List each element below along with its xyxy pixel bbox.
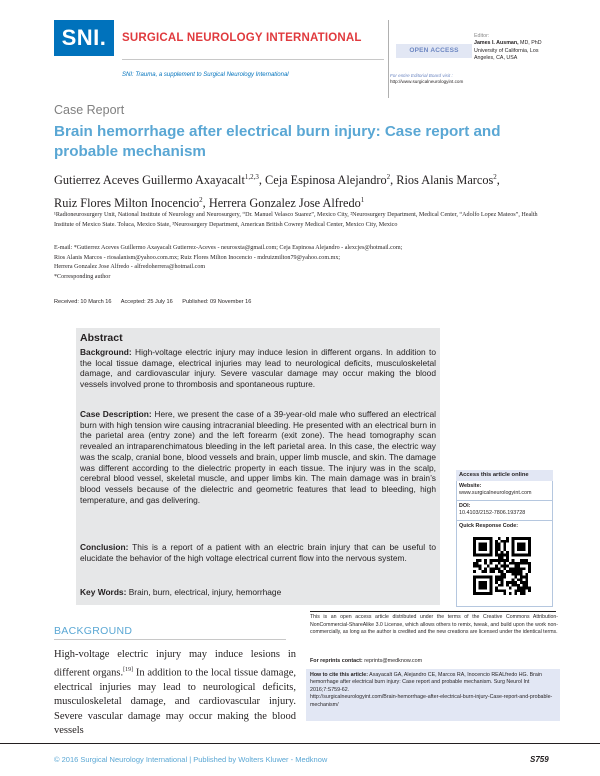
affiliations: ¹Radioneurosurgery Unit, National Institute of Neurology and Neurosurgery, “Dr. Manuel Velasco Suarez”, Mexico City, ²Neurosurgery Department, Medical Center, “Adolfo Lopez Mateos”, Health Institute of Mexico State. Toluca, Mexico State, ³Neurosurgery Department, American British Cowrey Medical Center, Mexico City, Mexico [54,212,538,228]
reprints-contact [310,658,422,664]
header-divider [122,59,384,60]
qr-code[interactable] [473,537,531,595]
abstract-case-label: Case Description: [80,409,152,419]
abstract-case-text: Here, we present the case of a 39-year-old male who suffered an electrical burn with high tension wire causing intracranial bleeding. He presented with an electrical burn in the parietal area (entry zone) and the left forearm (exit zone). The head tomography scan revealed an intraparenchimatous bleeding in the left parietal area. In this case, the electric way was the scalp, cranial bone, blood vessels and brain, upper limb muscle, and skin. The damage was different according to the dielectric property in each tissue. The injury was in the scalp, cerebral blood vessel, skeletal muscle, and upper limbs kin. The main damage was in brain’s blood vessels because of the dielectric and geometric features that lead to bleeding, high temperature, and gas delivering. [80,409,436,505]
reprints-label: For reprints contact: [310,658,363,664]
license-divider [310,611,556,612]
received-date: Received: 10 March 16 [54,299,112,305]
header-vertical-divider [388,20,389,98]
background-text-rest: In addition to the local tissue damage, electrical injuries may lead to neurological deficits, musculoskeletal damage, and cardiovascular injury. Severe vascular damage may occur making the blood vessels [54,667,297,737]
email-line: Rios Alanis Marcos - riosalanism@yahoo.com.mx; Ruiz Flores Milton Inocencio - mdruizmilton79@yahoo.com.mx; [54,254,341,261]
author-affiliation-marker: 2 [493,173,497,181]
email-line: E-mail: *Gutierrez Aceves Guillermo Axayacalt Gutierrez-Aceves - neurosxta@gmail.com; Ceja Espinosa Alejandro - alexcjes@hotmail.com; [54,245,403,251]
corresponding-author-note: *Corresponding author [54,274,111,281]
section-divider [54,639,286,640]
open-access-badge: OPEN ACCESS [396,44,472,58]
doi-row [459,503,551,517]
doi-link[interactable]: 10.4103/2152-7806.193728 [459,510,526,516]
author-name: Herrera Gonzalez Jose Alfredo [208,195,361,210]
editorial-board-url[interactable]: http://www.surgicalneurologyint.com [390,79,464,84]
access-divider [456,520,553,521]
citation-reference[interactable]: [19] [123,666,134,673]
how-to-cite [310,672,558,709]
journal-name: SURGICAL NEUROLOGY INTERNATIONAL [122,32,362,44]
doi-label: DOI: [459,503,471,509]
abstract-background [80,347,436,390]
footer-divider [0,743,600,744]
author-name: Ceja Espinosa Alejandro [265,173,387,188]
website-link[interactable]: www.surgicalneurologyint.com [459,490,532,496]
journal-logo [54,20,114,56]
article-title: Brain hemorrhage after electrical burn injury: Case report and probable mechanism [54,123,501,160]
logo-text: SNI. [61,25,107,50]
cite-text: Axayacalt GA, Alejandro CE, Marcos RA, Inocencio REALfredo HG. Brain hemorrhage after electrical burn injury: Case report and probable mechanism. Surg Neurol Int 2016;7:S759-62. [310,672,542,693]
cite-url[interactable]: http://surgicalneurologyint.com/Brain-hemorrhage-after-electrical-burn-injury-Case-report-and-probable-mechanism/ [310,694,553,708]
article-dates [54,299,259,305]
footer-copyright: © 2016 Surgical Neurology International | Published by Wolters Kluwer - Medknow [54,755,328,764]
author-name: Ruiz Flores Milton Inocencio [54,195,200,210]
accepted-date: Accepted: 25 July 16 [120,299,173,305]
editor-info [474,33,542,63]
email-line: Herrera Gonzalez Jose Alfredo - alfredoherrera@hotmail.com [54,264,206,271]
abstract-conclusion [80,542,436,563]
page-number: S759 [530,755,549,764]
abstract-conclusion-text: This is a report of a patient with an electric brain injury that can be useful to elucidate the behavior of the high voltage electrical current flow into the nervous system. [80,542,436,563]
journal-subtitle: SNI: Trauma, a supplement to Surgical Neurology International [122,72,289,78]
website-label: Website: [459,483,482,489]
license-text: This is an open access article distributed under the terms of the Creative Commons Attribution-NonCommercial-ShareAlike 3.0 License, which allows others to remix, tweak, and build upon the work non-commercially, as long as the author is credited and the new creations are licensed under the identical terms. [310,614,558,635]
keywords-label: Key Words: [80,587,127,597]
author-affiliation-marker: 2 [386,173,391,181]
qr-label: Quick Response Code: [459,523,519,529]
abstract-case-description [80,409,436,505]
editor-degrees: MD, PhD [518,40,542,47]
background-paragraph [54,648,296,739]
author-name: Rios Alanis Marcos [396,173,494,188]
published-date: Published: 09 November 16 [182,299,252,305]
reprints-email[interactable]: reprints@medknow.com [362,658,423,664]
access-divider [456,500,553,501]
editor-affiliation-2: Angeles, CA, USA [474,55,518,62]
editor-name: James I. Ausman, [474,40,519,47]
keywords-text: Brain, burn, electrical, injury, hemorrhage [126,587,282,597]
keywords [80,587,281,597]
background-heading: BACKGROUND [54,625,133,637]
author-affiliation-marker: 2 [199,195,203,204]
editor-affiliation-1: University of California, Los [474,47,539,54]
access-box-title: Access this article online [456,470,553,481]
author-affiliation-marker: 1 [360,195,365,204]
author-name: Gutierrez Aceves Guillermo Axayacalt [54,173,245,188]
abstract-background-label: Background: [80,347,132,357]
website-row [459,483,551,497]
author-line-1: Gutierrez Aceves Guillermo Axayacalt$^{1,2,3}$, Ceja Espinosa Alejandro$^2$, Rios Alanis Marcos$^2$, [54,173,500,188]
email-block [54,244,554,283]
qr-row [459,523,551,530]
editor-label: Editor: [474,33,490,39]
cite-label: How to cite this article: [310,672,368,678]
author-line-2: Ruiz Flores Milton Inocencio$^2$, Herrera Gonzalez Jose Alfredo$^1$ [54,195,365,210]
author-affiliation-marker: 1,2,3 [244,173,259,181]
article-type: Case Report [54,103,125,117]
abstract-conclusion-label: Conclusion: [80,542,129,552]
abstract-background-text: High-voltage electric injury may induce lesion in different organs. In addition to the local tissue damage, electrical injuries may lead to neurological deficits, musculoskeletal damage, and cardiovascular injury. Severe vascular damage may occur making the blood vessels involved prone to thrombosis and spontaneous rupture. [80,347,436,390]
author-list [54,168,554,213]
editorial-board-label: For entire Editorial Board visit : [390,73,453,78]
background-text-start: High-voltage electric injury may induce lesions in different organs. [54,649,296,679]
abstract-heading: Abstract [80,332,123,344]
editorial-board-link[interactable] [390,73,463,85]
